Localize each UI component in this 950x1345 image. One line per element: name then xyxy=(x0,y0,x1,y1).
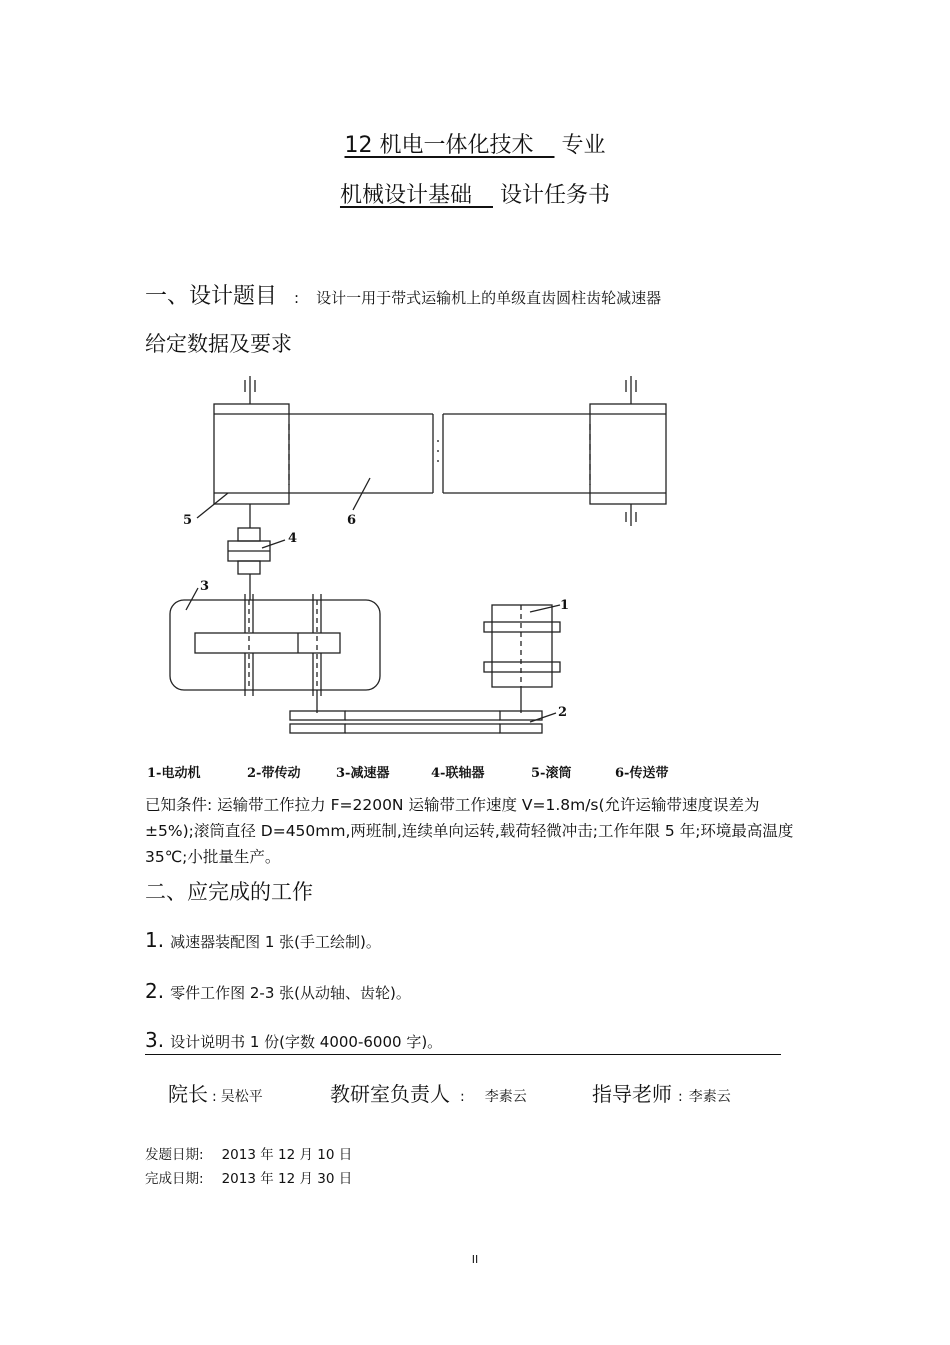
issue-date: 发题日期: 2013 年 12 月 10 日 xyxy=(145,1147,353,1163)
course-name: 机械设计基础 xyxy=(339,183,472,208)
legend-2: 2-带传动 xyxy=(247,766,301,781)
legend-4: 4-联轴器 xyxy=(431,766,485,781)
drum-left xyxy=(214,404,289,504)
page-number: II xyxy=(471,1253,479,1266)
callout-3: 3 xyxy=(200,579,210,594)
legend-3: 3-减速器 xyxy=(336,766,390,781)
callout-1: 1 xyxy=(560,598,570,613)
known-conditions: 已知条件: 运输带工作拉力 F=2200N 运输带工作速度 V=1.8m/s(允许运输带速度误差为 ±5%);滚筒直径 D=450mm,两班制,连续单向运转,载荷轻微冲击;工作年限 5 年;环境最高温度 35℃;小批量生产。 xyxy=(145,796,794,866)
signature-section-head: 教研室负责人 : 李素云 xyxy=(330,1082,527,1106)
major-suffix: 专业 xyxy=(561,133,606,158)
legend-1: 1-电动机 xyxy=(147,766,201,781)
motor-flange-top xyxy=(484,622,560,632)
signature-dean: 院长 : 吴松平 xyxy=(168,1082,263,1106)
coupling-top xyxy=(238,528,260,541)
doc-type: 设计任务书 xyxy=(499,183,610,208)
major-name: 12 机电一体化技术 xyxy=(344,133,534,158)
section-1-heading: 一、设计题目 : 设计一用于带式运输机上的单级直齿圆柱齿轮减速器 xyxy=(145,284,662,309)
callout-6: 6 xyxy=(347,513,357,528)
given-data-heading: 给定数据及要求 xyxy=(145,332,292,356)
motor-flange-bottom xyxy=(484,662,560,672)
task-item: 3. 设计说明书 1 份(字数 4000-6000 字)。 xyxy=(145,1028,781,1055)
callout-2: 2 xyxy=(558,705,568,720)
motor-body xyxy=(492,605,552,687)
completion-date: 完成日期: 2013 年 12 月 30 日 xyxy=(145,1171,353,1187)
legend-6: 6-传送带 xyxy=(615,766,669,781)
callout-5: 5 xyxy=(183,513,193,528)
signature-advisor: 指导老师 : 李素云 xyxy=(592,1082,731,1106)
gear-pair xyxy=(195,633,340,653)
section-2-heading: 二、应完成的工作 xyxy=(145,880,313,904)
legend-5: 5-滚筒 xyxy=(531,766,572,781)
reducer-housing xyxy=(170,600,380,690)
callout-4: 4 xyxy=(288,531,298,546)
task-item: 2. 零件工作图 2-3 张(从动轴、齿轮)。 xyxy=(145,979,411,1003)
task-item: 1. 减速器装配图 1 张(手工绘制)。 xyxy=(145,928,381,952)
design-topic: 设计一用于带式运输机上的单级直齿圆柱齿轮减速器 xyxy=(316,289,662,307)
drum-right xyxy=(590,404,666,504)
coupling-bottom xyxy=(238,561,260,574)
